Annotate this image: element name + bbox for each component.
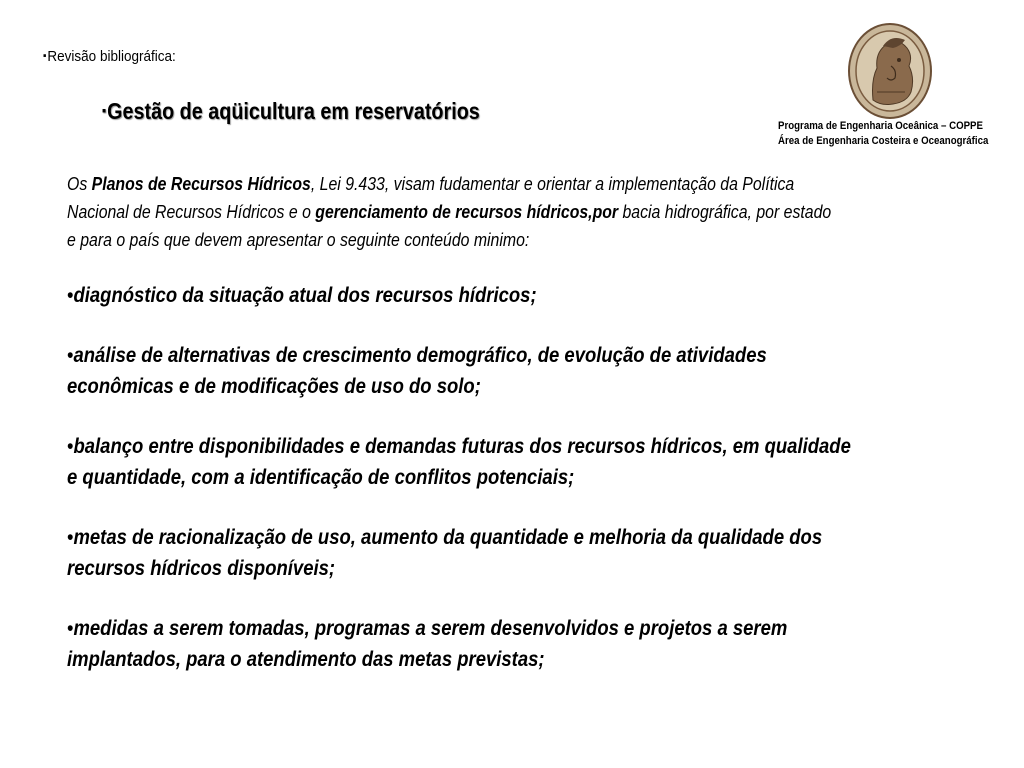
list-item-text: metas de racionalização de uso, aumento da quantidade e melhoria da qualidade dos [73, 526, 823, 549]
list-item-line [67, 431, 973, 462]
intro-text: bacia hidrográfica, por estado [618, 202, 832, 222]
list-item [67, 280, 973, 311]
section-label [43, 48, 176, 65]
institution-caption [778, 119, 988, 149]
list-item [67, 522, 973, 584]
intro-line [67, 170, 973, 198]
list-item-text: diagnóstico da situação atual dos recursos hídricos; [73, 284, 537, 307]
list-item [67, 431, 973, 493]
list-item-line: e quantidade, com a identificação de conflitos potenciais; [67, 466, 575, 489]
bullet-dot-icon: • [67, 617, 74, 640]
list-item-line: implantados, para o atendimento das metas previstas; [67, 648, 545, 671]
list-item-line [67, 340, 973, 371]
section-label-text: Revisão bibliográfica: [47, 48, 176, 65]
bullet-dot-icon: • [67, 435, 74, 458]
list-item [67, 340, 973, 402]
list-item-line: recursos hídricos disponíveis; [67, 557, 336, 580]
intro-emphasis: Planos de Recursos Hídricos [91, 174, 311, 194]
intro-paragraph [67, 170, 973, 254]
square-bullet-icon: ▪ [43, 50, 47, 62]
intro-emphasis: gerenciamento de recursos hídricos,por [315, 202, 619, 222]
list-item-line [67, 613, 973, 644]
list-item-line [67, 522, 973, 553]
slide-title [102, 98, 480, 125]
square-bullet-icon: ▪ [102, 102, 107, 118]
slide-title-text: Gestão de aqüicultura em reservatórios [107, 98, 480, 124]
institution-line: Programa de Engenharia Oceânica – COPPE [778, 120, 983, 132]
intro-line: e para o país que devem apresentar o seguinte conteúdo minimo: [67, 230, 530, 250]
list-item-text: medidas a serem tomadas, programas a serem desenvolvidos e projetos a serem [73, 617, 788, 640]
list-item [67, 613, 973, 675]
intro-line [67, 198, 973, 226]
intro-text: , Lei 9.433, visam fudamentar e orientar a implementação da Política [310, 174, 795, 194]
requirements-list [67, 280, 973, 704]
list-item-line: econômicas e de modificações de uso do solo; [67, 375, 481, 398]
intro-text: Nacional de Recursos Hídricos e o [67, 202, 316, 222]
bullet-dot-icon: • [67, 526, 74, 549]
list-item-text: balanço entre disponibilidades e demandas futuras dos recursos hídricos, em qualidade [73, 435, 851, 458]
intro-text: Os [67, 174, 92, 194]
university-seal-icon [847, 22, 933, 120]
bullet-dot-icon: • [67, 344, 74, 367]
institution-line: Área de Engenharia Costeira e Oceanográfica [778, 135, 989, 147]
list-item-line [67, 280, 973, 311]
list-item-text: análise de alternativas de crescimento demográfico, de evolução de atividades [73, 344, 767, 367]
bullet-dot-icon: • [67, 284, 74, 307]
